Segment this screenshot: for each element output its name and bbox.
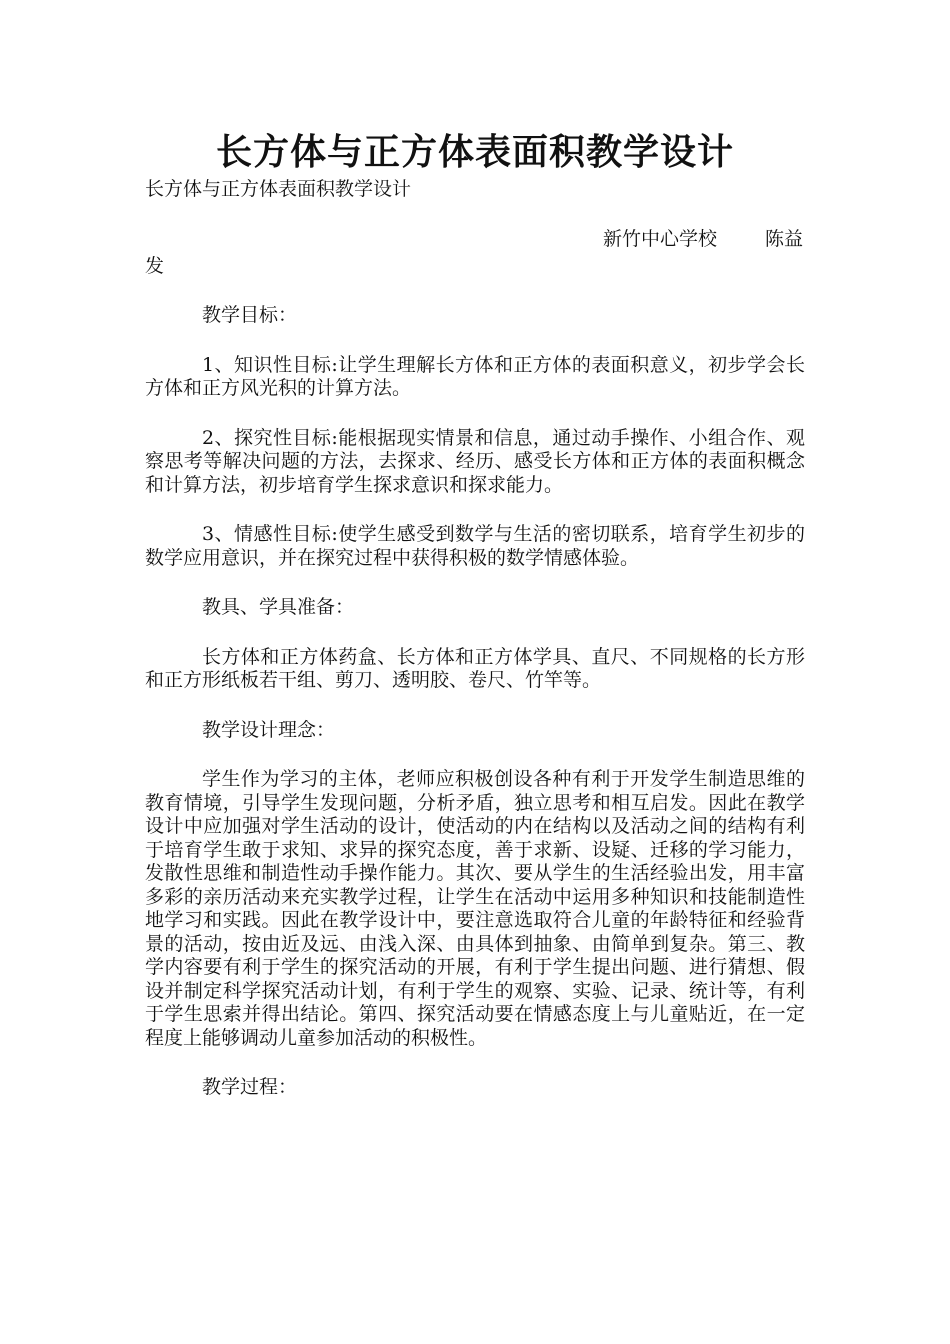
objective-knowledge: 1、知识性目标:让学生理解长方体和正方体的表面积意义，初步学会长方体和正方风光积的计算方法。 <box>145 353 805 399</box>
objectives-heading: 教学目标： <box>202 304 298 326</box>
tools-text: 长方体和正方体药盒、长方体和正方体学具、直尺、不同规格的长方形和正方形纸板若干组、剪刀、透明胶、卷尺、竹竿等。 <box>145 645 805 691</box>
objective-affective: 3、情感性目标:使学生感受到数学与生活的密切联系，培育学生初步的数学应用意识，并在探究过程中获得积极的数学情感体验。 <box>145 523 805 569</box>
document-subtitle: 长方体与正方体表面积教学设计 <box>145 178 412 200</box>
tools-heading: 教具、学具准备： <box>202 596 355 618</box>
process-heading: 教学过程： <box>202 1076 298 1098</box>
concept-text: 学生作为学习的主体，老师应积极创设各种有利于开发学生制造思维的教育情境，引导学生发现问题，分析矛盾，独立思考和相互启发。因此在教学设计中应加强对学生活动的设计，使活动的内在结构以及活动之间的结构有利于培育学生敢于求知、求异的探究态度，善于求新、设疑、迁移的学习能力，发散性思维和制造性动手操作能力。其次、要从学生的生活经验出发，用丰富多彩的亲历活动来充实教学过程，让学生在活动中运用多种知识和技能制造性地学习和实践。因此在教学设计中，要注意选取符合儿童的年龄特征和经验背景的活动，按由近及远、由浅入深、由具体到抽象、由简单到复杂。第三、教学内容要有利于学生的探究活动的开展，有利于学生提出问题、进行猜想、假设并制定科学探究活动计划，有利于学生的观察、实验、记录、统计等，有利于学生思索并得出结论。第四、探究活动要在情感态度上与儿童贴近，在一定程度上能够调动儿童参加活动的积极性。 <box>145 768 805 1049</box>
author-name: 陈益发 <box>145 228 804 277</box>
document-title: 长方体与正方体表面积教学设计 <box>215 131 734 173</box>
author-line <box>145 226 805 280</box>
school-name: 新竹中心学校 <box>603 228 718 250</box>
concept-heading: 教学设计理念： <box>202 718 336 741</box>
document-page <box>145 128 805 1100</box>
objective-inquiry: 2、探究性目标:能根据现实情景和信息，通过动手操作、小组合作、观察思考等解决问题的方法，去探求、经历、感受长方体和正方体的表面积概念和计算方法，初步培育学生探求意识和探求能力。 <box>145 426 805 496</box>
